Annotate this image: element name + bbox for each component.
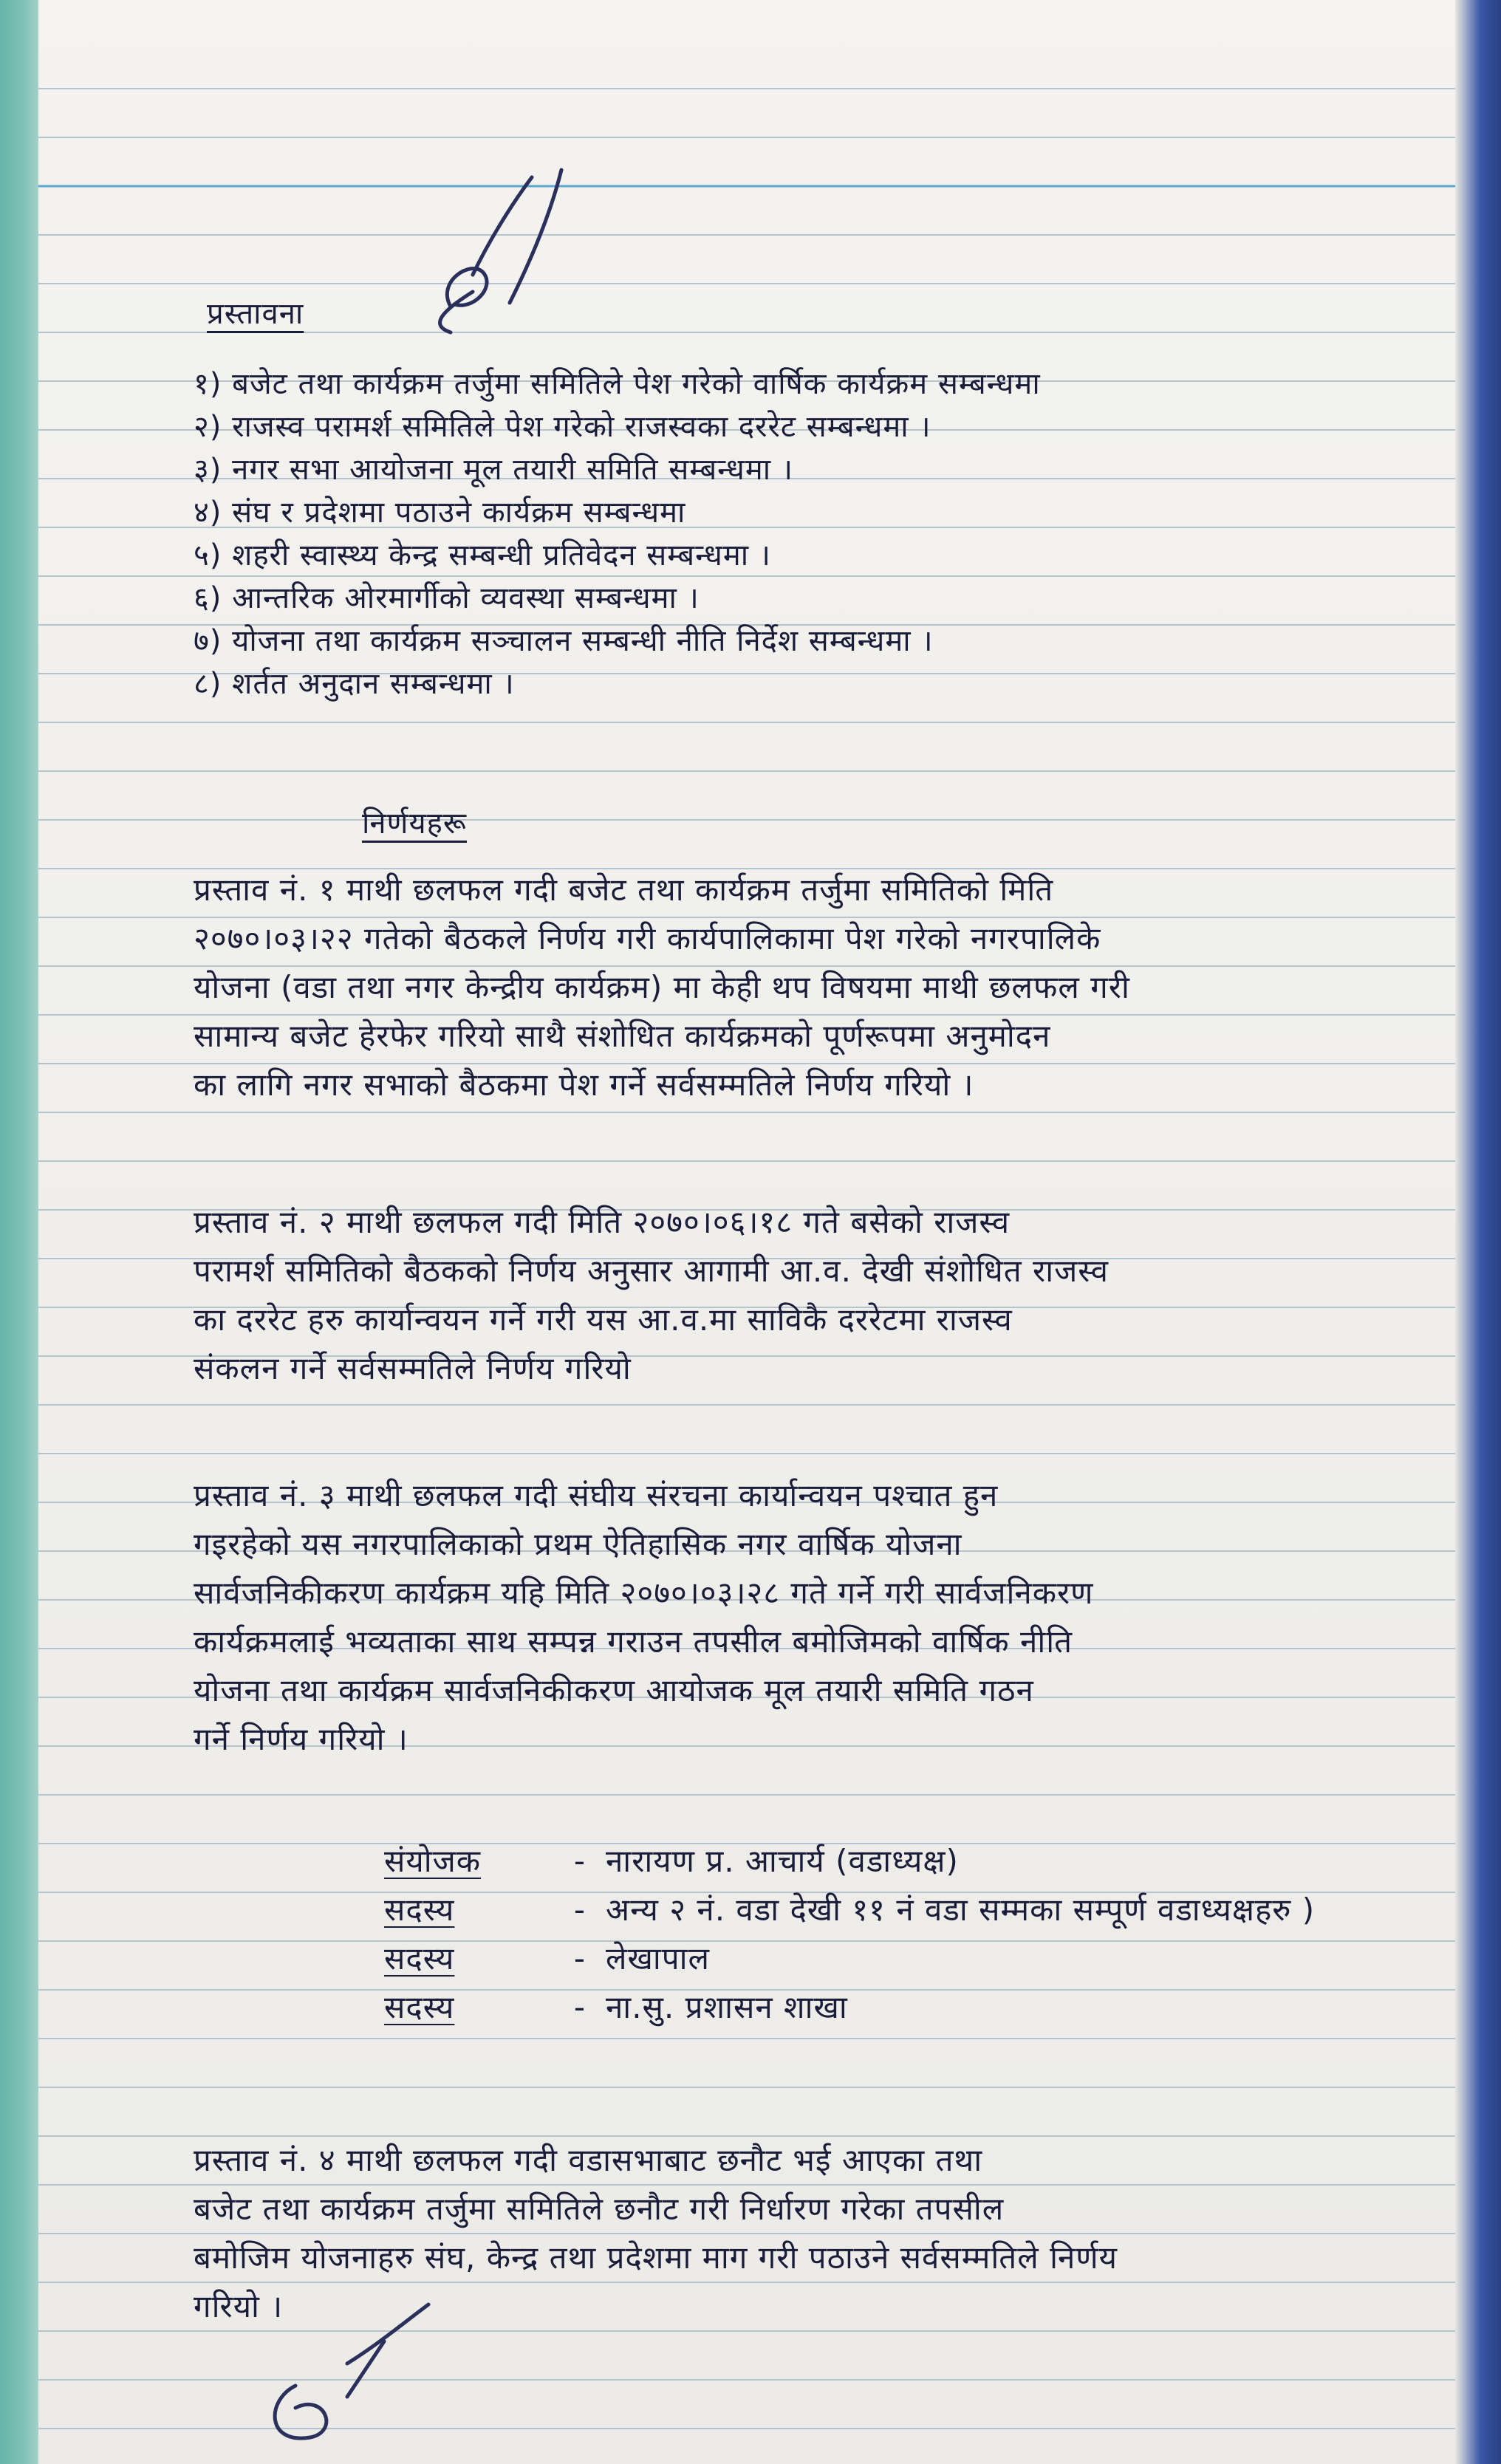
signature-mark-bottom	[275, 2304, 428, 2438]
handwritten-line: कार्यक्रमलाई भव्यताका साथ सम्पन्न गराउन तपसील बमोजिमको वार्षिक नीति	[194, 1623, 1073, 1660]
handwritten-line: गर्ने निर्णय गरियो ।	[194, 1721, 408, 1757]
committee-member-name: लेखापाल	[606, 1940, 710, 1977]
committee-member-row	[384, 1937, 710, 1979]
committee-member-name: ना.सु. प्रशासन शाखा	[606, 1989, 848, 2025]
handwritten-line: २) राजस्व परामर्श समितिले पेश गरेको राजस्वका दररेट सम्बन्धमा ।	[194, 410, 931, 444]
agenda-heading: प्रस्तावना	[207, 297, 304, 331]
committee-role: सदस्य	[384, 1940, 455, 1977]
handwritten-line: का लागि नगर सभाको बैठकमा पेश गर्ने सर्वसम्मतिले निर्णय गरियो ।	[194, 1067, 974, 1103]
committee-member-name: अन्य २ नं. वडा देखी ११ नं वडा सम्मका सम्पूर्ण वडाध्यक्षहरु )	[606, 1892, 1316, 1928]
handwritten-line: २०७०।०३।२२ गतेको बैठकले निर्णय गरी कार्यपालिकामा पेश गरेको नगरपालिके	[194, 920, 1101, 956]
committee-member-row	[384, 1985, 848, 2027]
handwritten-line: गरियो ।	[194, 2288, 284, 2324]
handwritten-line: प्रस्ताव नं. १ माथी छलफल गदी बजेट तथा कार्यक्रम तर्जुमा समितिको मिति	[194, 872, 1054, 908]
handwritten-line: संकलन गर्ने सर्वसम्मतिले निर्णय गरियो	[194, 1350, 632, 1386]
dash-separator: -	[573, 1940, 587, 1977]
committee-member-row	[384, 1839, 959, 1881]
decisions-heading: निर्णयहरू	[362, 807, 467, 841]
handwritten-line: बजेट तथा कार्यक्रम तर्जुमा समितिले छनौट गरी निर्धारण गरेका तपसील	[194, 2191, 1005, 2227]
committee-role: सदस्य	[384, 1892, 455, 1928]
handwritten-line: ५) शहरी स्वास्थ्य केन्द्र सम्बन्धी प्रतिवेदन सम्बन्धमा ।	[194, 538, 771, 572]
handwritten-line: का दररेट हरु कार्यान्वयन गर्ने गरी यस आ.व.मा साविकै दररेटमा राजस्व	[194, 1301, 1013, 1338]
dash-separator: -	[573, 1843, 587, 1879]
committee-role: संयोजक	[384, 1843, 482, 1879]
handwritten-line: ३) नगर सभा आयोजना मूल तयारी समिति सम्बन्धमा ।	[194, 453, 794, 487]
handwritten-line: सार्वजनिकीकरण कार्यक्रम यहि मिति २०७०।०३।२८ गते गर्ने गरी सार्वजनिकरण	[194, 1575, 1094, 1611]
handwritten-line: बमोजिम योजनाहरु संघ, केन्द्र तथा प्रदेशमा माग गरी पठाउने सर्वसम्मतिले निर्णय	[194, 2239, 1118, 2276]
handwritten-line: प्रस्ताव नं. २ माथी छलफल गदी मिति २०७०।०६।१८ गते बसेको राजस्व	[194, 1204, 1011, 1240]
handwritten-line: योजना तथा कार्यक्रम सार्वजनिकीकरण आयोजक मूल तयारी समिति गठन	[194, 1672, 1034, 1708]
handwritten-line: १) बजेट तथा कार्यक्रम तर्जुमा समितिले पेश गरेको वार्षिक कार्यक्रम सम्बन्धमा	[194, 367, 1041, 401]
dash-separator: -	[573, 1892, 587, 1928]
handwritten-line: परामर्श समितिको बैठकको निर्णय अनुसार आगामी आ.व. देखी संशोधित राजस्व	[194, 1253, 1109, 1289]
handwritten-line: ७) योजना तथा कार्यक्रम सञ्चालन सम्बन्धी नीति निर्देश सम्बन्धमा ।	[194, 624, 934, 658]
signature-mark-top	[440, 170, 561, 332]
committee-member-name: नारायण प्र. आचार्य (वडाध्यक्ष)	[606, 1843, 959, 1879]
dash-separator: -	[573, 1989, 587, 2025]
handwritten-line: प्रस्ताव नं. ३ माथी छलफल गदी संघीय संरचना कार्यान्वयन पश्चात हुन	[194, 1477, 999, 1513]
handwritten-line: ६) आन्तरिक ओरमार्गीको व्यवस्था सम्बन्धमा ।	[194, 581, 700, 615]
handwritten-line: ८) शर्तत अनुदान सम्बन्धमा ।	[194, 667, 515, 701]
committee-member-row	[384, 1888, 1315, 1930]
committee-role: सदस्य	[384, 1989, 455, 2025]
handwritten-line: प्रस्ताव नं. ४ माथी छलफल गदी वडासभाबाट छनौट भई आएका तथा	[194, 2142, 983, 2178]
handwritten-line: योजना (वडा तथा नगर केन्द्रीय कार्यक्रम) मा केही थप विषयमा माथी छलफल गरी	[194, 969, 1130, 1005]
handwritten-line: सामान्य बजेट हेरफेर गरियो साथै संशोधित कार्यक्रमको पूर्णरूपमा अनुमोदन	[194, 1018, 1051, 1054]
handwritten-line: ४) संघ र प्रदेशमा पठाउने कार्यक्रम सम्बन्धमा	[194, 496, 686, 530]
handwritten-line: गइरहेको यस नगरपालिकाको प्रथम ऐतिहासिक नगर वार्षिक योजना	[194, 1526, 963, 1562]
